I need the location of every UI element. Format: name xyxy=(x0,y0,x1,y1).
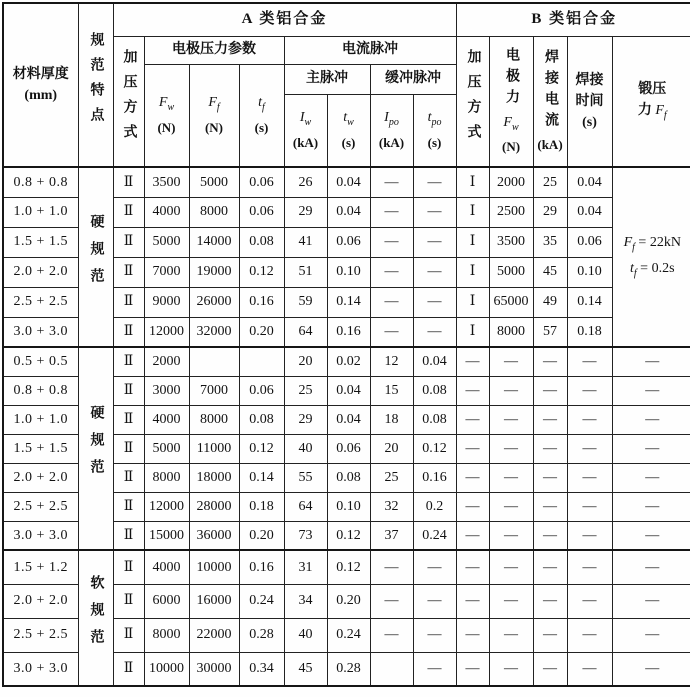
value-cell: 11000 xyxy=(189,434,239,463)
value-cell: Ⅱ xyxy=(113,584,144,618)
value-cell: 8000 xyxy=(144,463,189,492)
value-cell: 28000 xyxy=(189,492,239,521)
value-cell: 36000 xyxy=(189,521,239,550)
header-pressure-method-b xyxy=(456,36,489,167)
header-spec-feature xyxy=(78,3,113,167)
value-cell: 5000 xyxy=(144,227,189,257)
value-cell: — xyxy=(489,521,533,550)
value-cell: 0.06 xyxy=(239,167,284,197)
value-cell: 30000 xyxy=(189,652,239,686)
value-cell: 3500 xyxy=(144,167,189,197)
value-cell: 0.04 xyxy=(567,167,612,197)
value-cell: — xyxy=(370,167,413,197)
value-cell: — xyxy=(567,347,612,376)
value-cell: — xyxy=(370,618,413,652)
thickness-cell: 2.5 + 2.5 xyxy=(3,618,78,652)
value-cell: 41 xyxy=(284,227,327,257)
value-cell: — xyxy=(533,492,567,521)
value-cell: 0.20 xyxy=(327,584,370,618)
thickness-cell: 2.5 + 2.5 xyxy=(3,492,78,521)
value-cell: — xyxy=(456,463,489,492)
value-cell: 0.28 xyxy=(327,652,370,686)
thickness-cell: 1.0 + 1.0 xyxy=(3,197,78,227)
b-electrode-force-symbol: $F_w$ xyxy=(503,115,519,134)
value-cell: 0.02 xyxy=(327,347,370,376)
value-cell: 0.06 xyxy=(567,227,612,257)
value-cell: — xyxy=(612,405,690,434)
value-cell: 64 xyxy=(284,317,327,347)
value-cell: — xyxy=(612,618,690,652)
header-group-a: A 类铝合金 xyxy=(113,3,456,36)
pressure-method-a-label: 加压方式 xyxy=(121,48,137,149)
value-cell: 0.12 xyxy=(413,434,456,463)
value-cell: 0.24 xyxy=(327,618,370,652)
value-cell: — xyxy=(413,167,456,197)
value-cell: — xyxy=(489,463,533,492)
value-cell: 2500 xyxy=(489,197,533,227)
header-tw: $t_w$ (s) xyxy=(327,94,370,167)
value-cell: 65000 xyxy=(489,287,533,317)
value-cell: — xyxy=(533,405,567,434)
thickness-cell: 3.0 + 3.0 xyxy=(3,521,78,550)
b-weld-current-unit: (kA) xyxy=(537,137,563,153)
value-cell: 0.04 xyxy=(327,405,370,434)
value-cell: — xyxy=(489,405,533,434)
value-cell: — xyxy=(456,492,489,521)
value-cell: — xyxy=(370,257,413,287)
value-cell: Ⅰ xyxy=(456,167,489,197)
value-cell xyxy=(370,652,413,686)
value-cell: — xyxy=(489,376,533,405)
value-cell: Ⅰ xyxy=(456,197,489,227)
value-cell: 0.20 xyxy=(239,521,284,550)
value-cell: — xyxy=(567,492,612,521)
value-cell: Ⅱ xyxy=(113,167,144,197)
value-cell: 0.04 xyxy=(327,376,370,405)
header-ipo: $I_{po}$ (kA) xyxy=(370,94,413,167)
value-cell: — xyxy=(413,197,456,227)
value-cell: 45 xyxy=(284,652,327,686)
value-cell: — xyxy=(567,550,612,584)
value-cell: 20 xyxy=(284,347,327,376)
value-cell: 51 xyxy=(284,257,327,287)
value-cell: — xyxy=(370,227,413,257)
header-b-weld-time xyxy=(567,36,612,167)
value-cell: 8000 xyxy=(489,317,533,347)
value-cell: 49 xyxy=(533,287,567,317)
thickness-cell: 2.0 + 2.0 xyxy=(3,584,78,618)
value-cell: 0.06 xyxy=(327,227,370,257)
value-cell: 5000 xyxy=(144,434,189,463)
value-cell: — xyxy=(533,584,567,618)
value-cell: 14000 xyxy=(189,227,239,257)
value-cell: — xyxy=(370,584,413,618)
thickness-cell: 3.0 + 3.0 xyxy=(3,317,78,347)
header-ff: $F_f$ (N) xyxy=(189,64,239,167)
value-cell: — xyxy=(370,550,413,584)
header-fw: $F_w$ (N) xyxy=(144,64,189,167)
value-cell: 0.08 xyxy=(327,463,370,492)
value-cell: 0.2 xyxy=(413,492,456,521)
value-cell: — xyxy=(533,652,567,686)
thickness-cell: 0.8 + 0.8 xyxy=(3,376,78,405)
value-cell: 16000 xyxy=(189,584,239,618)
value-cell: 26000 xyxy=(189,287,239,317)
thickness-cell: 1.5 + 1.2 xyxy=(3,550,78,584)
value-cell: 32 xyxy=(370,492,413,521)
value-cell: 2000 xyxy=(489,167,533,197)
value-cell: Ⅱ xyxy=(113,257,144,287)
value-cell: 19000 xyxy=(189,257,239,287)
value-cell: 0.24 xyxy=(239,584,284,618)
value-cell: 10000 xyxy=(189,550,239,584)
value-cell: — xyxy=(370,197,413,227)
value-cell: — xyxy=(567,463,612,492)
pressure-method-b-label: 加压方式 xyxy=(465,48,481,149)
value-cell: — xyxy=(413,618,456,652)
value-cell: 32000 xyxy=(189,317,239,347)
value-cell: Ⅱ xyxy=(113,317,144,347)
value-cell: — xyxy=(456,347,489,376)
value-cell: Ⅱ xyxy=(113,652,144,686)
value-cell: — xyxy=(370,317,413,347)
value-cell: 0.06 xyxy=(327,434,370,463)
value-cell: — xyxy=(612,584,690,618)
value-cell: — xyxy=(612,376,690,405)
value-cell: 0.24 xyxy=(413,521,456,550)
value-cell: Ⅱ xyxy=(113,463,144,492)
thickness-cell: 2.5 + 2.5 xyxy=(3,287,78,317)
value-cell: 0.12 xyxy=(327,521,370,550)
value-cell: 0.04 xyxy=(327,197,370,227)
material-thickness-label: 材料厚度 xyxy=(12,67,69,82)
value-cell: 35 xyxy=(533,227,567,257)
value-cell: — xyxy=(612,521,690,550)
material-thickness-unit: (mm) xyxy=(24,88,58,103)
value-cell: 12000 xyxy=(144,317,189,347)
value-cell: — xyxy=(456,652,489,686)
value-cell: — xyxy=(456,376,489,405)
value-cell: 18 xyxy=(370,405,413,434)
value-cell: 0.12 xyxy=(239,434,284,463)
value-cell xyxy=(239,347,284,376)
value-cell: — xyxy=(612,652,690,686)
value-cell: — xyxy=(533,618,567,652)
value-cell: — xyxy=(533,376,567,405)
b-weld-time-line2: 时间 xyxy=(575,93,604,109)
value-cell: 0.14 xyxy=(239,463,284,492)
value-cell: — xyxy=(456,521,489,550)
b-forge-force-line2: 力 $F_f$ xyxy=(637,103,667,122)
value-cell: 2000 xyxy=(144,347,189,376)
value-cell: Ⅱ xyxy=(113,434,144,463)
value-cell: 8000 xyxy=(189,405,239,434)
header-iw: $I_w$ (kA) xyxy=(284,94,327,167)
value-cell: 15 xyxy=(370,376,413,405)
value-cell: 5000 xyxy=(189,167,239,197)
value-cell: — xyxy=(567,652,612,686)
value-cell: 15000 xyxy=(144,521,189,550)
value-cell: 29 xyxy=(533,197,567,227)
value-cell: 0.16 xyxy=(239,287,284,317)
thickness-cell: 1.5 + 1.5 xyxy=(3,227,78,257)
value-cell: 31 xyxy=(284,550,327,584)
value-cell: 25 xyxy=(533,167,567,197)
value-cell: — xyxy=(533,463,567,492)
value-cell: 10000 xyxy=(144,652,189,686)
thickness-cell: 3.0 + 3.0 xyxy=(3,652,78,686)
value-cell: 0.06 xyxy=(239,376,284,405)
b-forge-force-line1: 锻压 xyxy=(638,82,667,98)
forge-note: $F_f = 22kN$ $t_f = 0.2s$ xyxy=(612,167,690,347)
value-cell: 0.18 xyxy=(567,317,612,347)
value-cell: 12 xyxy=(370,347,413,376)
value-cell: 25 xyxy=(284,376,327,405)
value-cell: 12000 xyxy=(144,492,189,521)
value-cell: 7000 xyxy=(189,376,239,405)
header-main-pulse: 主脉冲 xyxy=(284,64,370,94)
value-cell: — xyxy=(489,584,533,618)
value-cell: 57 xyxy=(533,317,567,347)
spec-label: 软规范 xyxy=(78,550,113,686)
value-cell: Ⅱ xyxy=(113,550,144,584)
value-cell: Ⅱ xyxy=(113,521,144,550)
value-cell: 26 xyxy=(284,167,327,197)
header-b-forge-force xyxy=(612,36,690,167)
value-cell: — xyxy=(370,287,413,317)
value-cell: 40 xyxy=(284,618,327,652)
value-cell: — xyxy=(413,227,456,257)
value-cell: — xyxy=(533,434,567,463)
value-cell: Ⅰ xyxy=(456,257,489,287)
value-cell: — xyxy=(456,405,489,434)
value-cell: — xyxy=(567,376,612,405)
value-cell: — xyxy=(413,550,456,584)
value-cell: — xyxy=(413,652,456,686)
value-cell: — xyxy=(456,550,489,584)
value-cell: 0.12 xyxy=(239,257,284,287)
value-cell: 18000 xyxy=(189,463,239,492)
value-cell: 59 xyxy=(284,287,327,317)
value-cell: 6000 xyxy=(144,584,189,618)
spec-feature-label: 规范特点 xyxy=(88,32,104,133)
value-cell: 0.10 xyxy=(327,257,370,287)
value-cell: Ⅱ xyxy=(113,405,144,434)
value-cell: 3500 xyxy=(489,227,533,257)
value-cell: 40 xyxy=(284,434,327,463)
value-cell: — xyxy=(413,317,456,347)
b-electrode-force-unit: (N) xyxy=(501,138,521,154)
value-cell: 0.08 xyxy=(239,227,284,257)
value-cell: — xyxy=(489,347,533,376)
thickness-cell: 1.0 + 1.0 xyxy=(3,405,78,434)
value-cell: — xyxy=(612,463,690,492)
value-cell: 0.14 xyxy=(567,287,612,317)
header-material-thickness xyxy=(3,3,78,167)
welding-parameters-table xyxy=(2,2,690,687)
value-cell: 0.08 xyxy=(239,405,284,434)
value-cell: 55 xyxy=(284,463,327,492)
value-cell: Ⅰ xyxy=(456,287,489,317)
value-cell: 4000 xyxy=(144,197,189,227)
thickness-cell: 0.5 + 0.5 xyxy=(3,347,78,376)
spec-label: 硬规范 xyxy=(78,167,113,347)
value-cell: — xyxy=(456,434,489,463)
value-cell: 3000 xyxy=(144,376,189,405)
value-cell: — xyxy=(533,550,567,584)
value-cell: — xyxy=(567,434,612,463)
value-cell: 0.16 xyxy=(413,463,456,492)
value-cell: — xyxy=(489,434,533,463)
value-cell: Ⅱ xyxy=(113,618,144,652)
value-cell: 20 xyxy=(370,434,413,463)
value-cell: — xyxy=(413,257,456,287)
value-cell: 37 xyxy=(370,521,413,550)
thickness-cell: 2.0 + 2.0 xyxy=(3,257,78,287)
value-cell: — xyxy=(413,584,456,618)
value-cell: — xyxy=(413,287,456,317)
value-cell: 8000 xyxy=(189,197,239,227)
b-weld-time-unit: (s) xyxy=(582,114,597,130)
header-buffer-pulse: 缓冲脉冲 xyxy=(370,64,456,94)
value-cell: 0.18 xyxy=(239,492,284,521)
b-weld-time-line1: 焊接 xyxy=(575,72,604,88)
value-cell: 0.34 xyxy=(239,652,284,686)
value-cell: 0.16 xyxy=(239,550,284,584)
b-weld-current-label: 焊接电流 xyxy=(543,49,559,134)
value-cell: — xyxy=(612,347,690,376)
value-cell: — xyxy=(567,618,612,652)
header-b-electrode-force xyxy=(489,36,533,167)
value-cell: — xyxy=(489,618,533,652)
value-cell: 0.08 xyxy=(413,376,456,405)
value-cell: 0.08 xyxy=(413,405,456,434)
header-b-weld-current xyxy=(533,36,567,167)
value-cell: Ⅰ xyxy=(456,227,489,257)
value-cell: 0.04 xyxy=(413,347,456,376)
value-cell: Ⅰ xyxy=(456,317,489,347)
value-cell: — xyxy=(612,492,690,521)
value-cell: — xyxy=(489,492,533,521)
thickness-cell: 0.8 + 0.8 xyxy=(3,167,78,197)
value-cell: — xyxy=(567,521,612,550)
value-cell: 0.28 xyxy=(239,618,284,652)
value-cell: 0.20 xyxy=(239,317,284,347)
value-cell: 22000 xyxy=(189,618,239,652)
value-cell: 0.06 xyxy=(239,197,284,227)
value-cell: Ⅱ xyxy=(113,347,144,376)
header-tf: $t_f$ (s) xyxy=(239,64,284,167)
value-cell: — xyxy=(612,550,690,584)
thickness-cell: 1.5 + 1.5 xyxy=(3,434,78,463)
value-cell: 29 xyxy=(284,197,327,227)
value-cell: 7000 xyxy=(144,257,189,287)
value-cell: Ⅱ xyxy=(113,197,144,227)
value-cell: 0.04 xyxy=(567,197,612,227)
value-cell: 0.10 xyxy=(567,257,612,287)
value-cell: 45 xyxy=(533,257,567,287)
value-cell: 29 xyxy=(284,405,327,434)
value-cell: 0.04 xyxy=(327,167,370,197)
value-cell: 73 xyxy=(284,521,327,550)
value-cell: 0.14 xyxy=(327,287,370,317)
value-cell: — xyxy=(456,584,489,618)
value-cell: 8000 xyxy=(144,618,189,652)
value-cell: 34 xyxy=(284,584,327,618)
header-electrode-pressure-params: 电极压力参数 xyxy=(144,36,284,64)
value-cell: 0.16 xyxy=(327,317,370,347)
header-pressure-method-a xyxy=(113,36,144,167)
value-cell: 4000 xyxy=(144,550,189,584)
spec-label: 硬规范 xyxy=(78,347,113,550)
value-cell: — xyxy=(612,434,690,463)
value-cell: Ⅱ xyxy=(113,227,144,257)
value-cell: — xyxy=(489,550,533,584)
value-cell: — xyxy=(456,618,489,652)
header-current-pulse: 电流脉冲 xyxy=(284,36,456,64)
value-cell: — xyxy=(489,652,533,686)
thickness-cell: 2.0 + 2.0 xyxy=(3,463,78,492)
value-cell: Ⅱ xyxy=(113,376,144,405)
header-group-b: B 类铝合金 xyxy=(456,3,690,36)
value-cell: 64 xyxy=(284,492,327,521)
value-cell: 5000 xyxy=(489,257,533,287)
value-cell: Ⅱ xyxy=(113,492,144,521)
value-cell: 0.12 xyxy=(327,550,370,584)
value-cell: — xyxy=(567,584,612,618)
b-electrode-force-label: 电极力 xyxy=(504,47,520,111)
value-cell: — xyxy=(567,405,612,434)
value-cell: 4000 xyxy=(144,405,189,434)
value-cell: 9000 xyxy=(144,287,189,317)
value-cell: Ⅱ xyxy=(113,287,144,317)
header-tpo: $t_{po}$ (s) xyxy=(413,94,456,167)
value-cell: — xyxy=(533,521,567,550)
value-cell: — xyxy=(533,347,567,376)
value-cell: 0.10 xyxy=(327,492,370,521)
value-cell xyxy=(189,347,239,376)
value-cell: 25 xyxy=(370,463,413,492)
